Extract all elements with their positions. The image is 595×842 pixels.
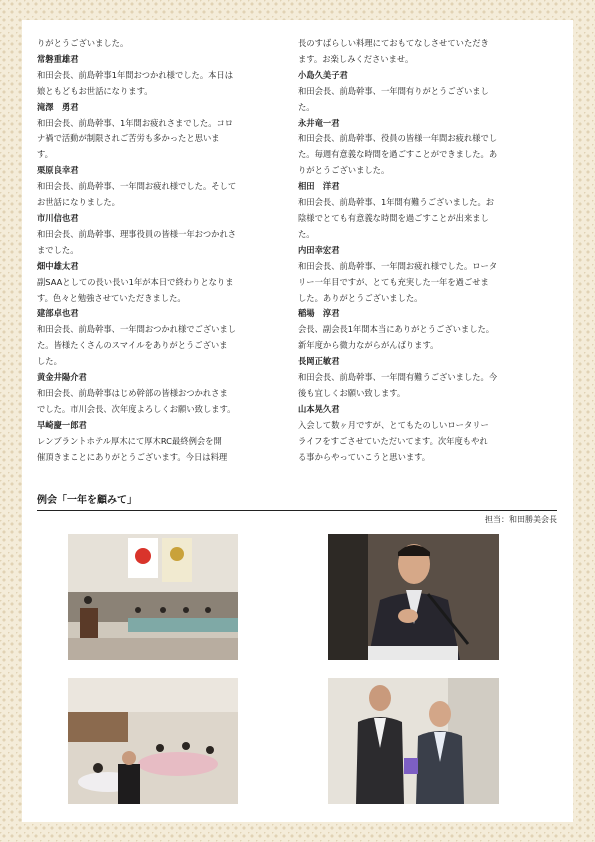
- member-name: 市川信也君: [37, 212, 79, 223]
- message-line: でした。市川会長、次年度よろしくお願い致します。: [37, 403, 236, 414]
- message-line: た。: [298, 228, 315, 239]
- member-name: 早崎慶一郎君: [37, 419, 87, 430]
- member-name: 常磐重雄君: [37, 53, 79, 64]
- member-name: 長岡正敏君: [298, 356, 340, 367]
- member-name: 畑中雄太君: [37, 260, 79, 271]
- dinner-tables-photo: [68, 678, 238, 804]
- speaker-photo: [328, 534, 499, 660]
- message-line: 陰様でとても有意義な時間を過ごすことが出来まし: [298, 212, 489, 223]
- message-line: 和田会長、前島幹事、一年間有りがとうございまし: [298, 85, 489, 96]
- member-name: 山本晃久君: [298, 403, 340, 414]
- message-line: 入会して数ヶ月ですが、とてもたのしいロータリー: [298, 419, 489, 430]
- message-line: た。毎週有意義な時間を過ごすことができました。あ: [298, 149, 498, 160]
- member-name: 稲場 淳君: [298, 308, 340, 319]
- message-line: した。ありがとうございました。: [298, 292, 423, 303]
- message-line: た。皆様たくさんのスマイルをありがとうございま: [37, 340, 228, 351]
- message-line: ライフをすごさせていただいてます。次年度もやれ: [298, 435, 488, 446]
- message-line: リー一年目ですが、とても充実した一年を過ごせま: [298, 276, 489, 287]
- member-name: 小島久美子君: [298, 69, 348, 80]
- message-line: す。色々と勉強させていただきました。: [37, 292, 186, 303]
- message-line: 和田会長、前島幹事、1年間お疲れさまでした。コロ: [37, 117, 234, 128]
- member-name: 滝澤 勇君: [37, 101, 79, 112]
- message-line: りがとうございました。: [298, 165, 390, 176]
- right-text-column: [298, 36, 538, 465]
- handover-photo: [328, 678, 499, 804]
- section-credit: 担当：和田勝美会長: [485, 515, 557, 524]
- section-title: 例会「一年を顧みて」: [37, 494, 557, 511]
- member-name: 建部卓也君: [37, 308, 79, 319]
- message-line: 娘ともどもお世話になります。: [37, 85, 153, 96]
- meeting-hall-photo: [68, 534, 238, 660]
- message-line: レンブラントホテル厚木にて厚木RC最終例会を開: [37, 435, 222, 446]
- message-line: 和田会長、前島幹事、一年間お疲れ様でした。そして: [37, 181, 237, 192]
- message-line: 会長、副会長1年間本当にありがとうございました。: [298, 324, 495, 335]
- member-name: 栗原良幸君: [37, 165, 79, 176]
- message-line: 長のすばらしい料理にておもてなしさせていただき: [298, 38, 489, 48]
- message-line: 和田会長、前島幹事、役員の皆様一年間お疲れ様でし: [298, 133, 498, 144]
- message-line: りがとうございました。: [37, 38, 129, 48]
- member-name: 永井竜一君: [298, 117, 340, 128]
- message-line: した。: [37, 356, 62, 367]
- message-line: 新年度から微力ながらがんばります。: [298, 340, 439, 351]
- message-line: る事からやっていこうと思います。: [298, 451, 431, 462]
- message-line: 和田会長、前島幹事1年間おつかれ様でした。本日は: [37, 69, 234, 80]
- message-line: 和田会長、前島幹事、理事役員の皆様一年おつかれさ: [37, 228, 237, 239]
- message-line: 後も宜しくお願い致します。: [298, 387, 406, 398]
- message-line: までした。: [37, 244, 79, 255]
- message-line: お世話になりました。: [37, 197, 120, 208]
- member-name: 相田 洋君: [298, 181, 340, 192]
- message-line: 副SAAとしての長い長い1年が本日で終わりとなりま: [37, 276, 234, 287]
- message-line: 和田会長、前島幹事、1年間有難うございました。お: [298, 197, 495, 208]
- member-name: 黄金井陽介君: [37, 372, 87, 383]
- message-line: 和田会長、前島幹事はじめ幹部の皆様おつかれさま: [37, 387, 228, 398]
- left-text-column: [37, 36, 277, 465]
- message-line: た。: [298, 101, 315, 112]
- member-name: 内田幸宏君: [298, 244, 340, 255]
- message-line: 和田会長、前島幹事、一年間お疲れ様でした。ロータ: [298, 260, 498, 271]
- message-line: 和田会長、前島幹事、一年間有難うございました。今: [298, 372, 498, 383]
- newsletter-page: [22, 20, 573, 822]
- message-line: 和田会長、前島幹事、一年間おつかれ様でございまし: [37, 324, 237, 335]
- message-line: す。: [37, 149, 53, 160]
- message-line: ます。お楽しみくださいませ。: [298, 53, 414, 64]
- message-line: ナ禍で活動が制限されご苦労も多かったと思いま: [37, 133, 220, 144]
- message-line: 催頂きまことにありがとうございます。今日は料理: [37, 451, 228, 462]
